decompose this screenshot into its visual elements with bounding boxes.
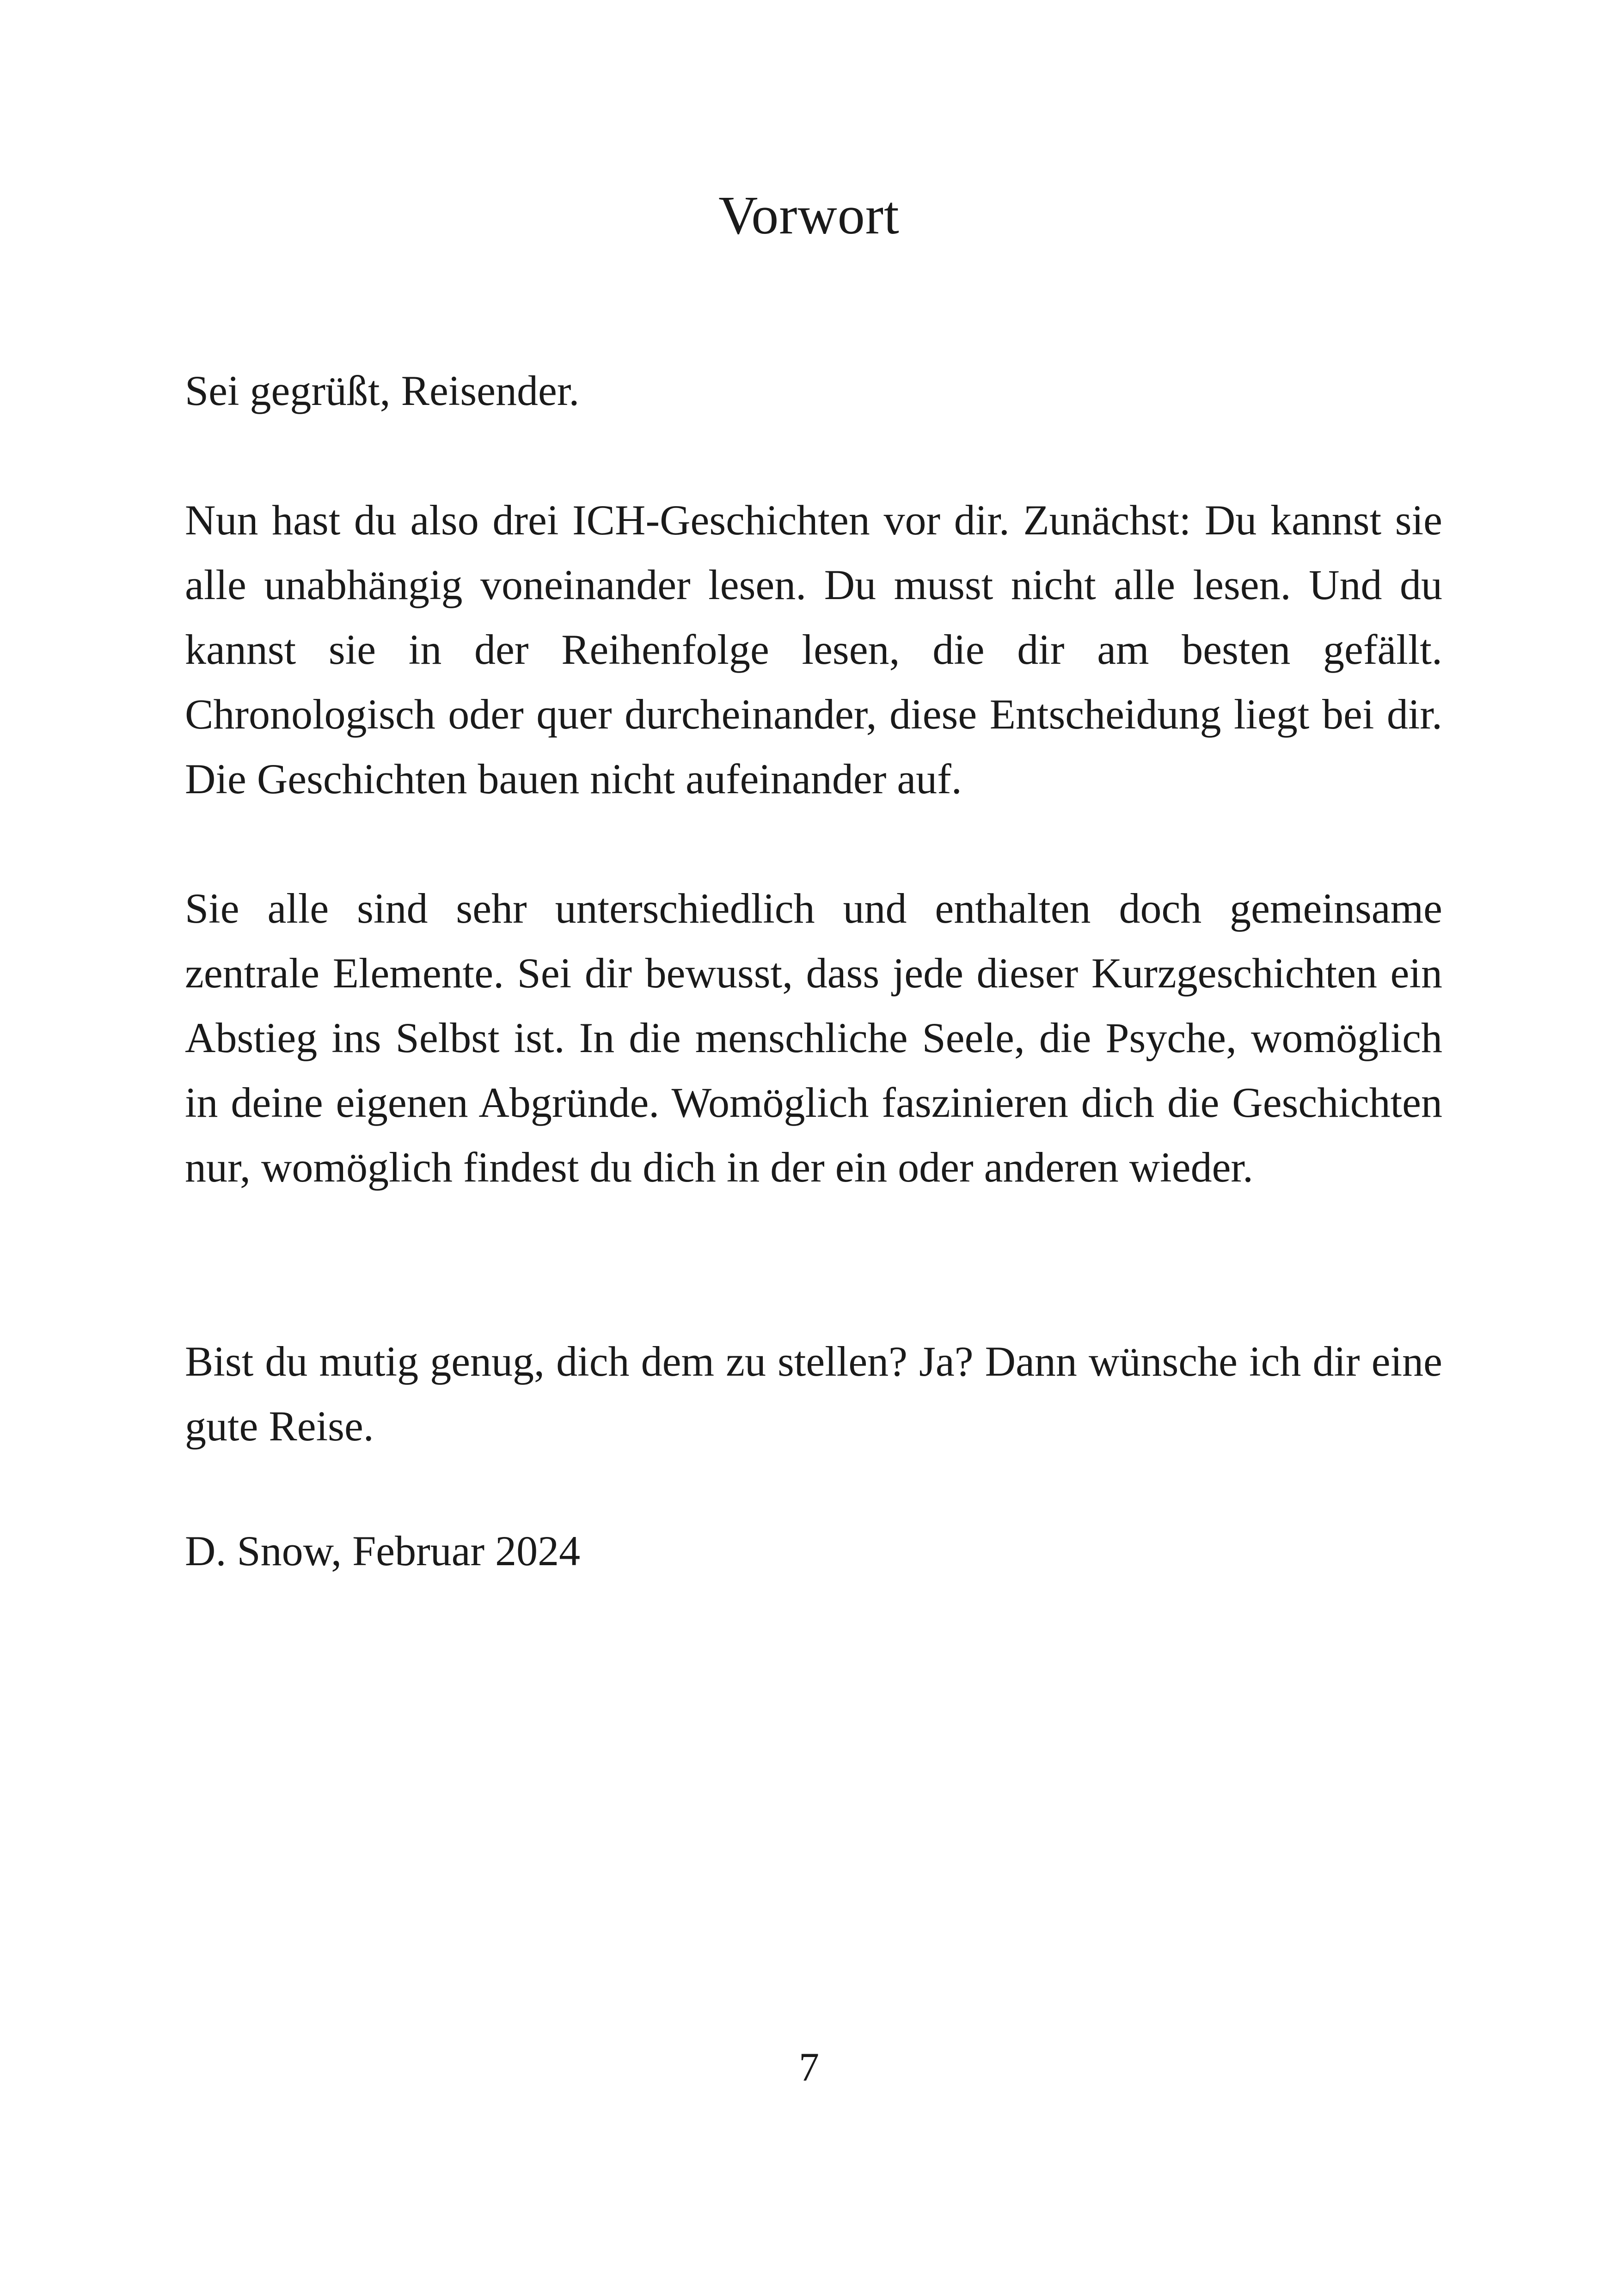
page-title: Vorwort	[718, 185, 900, 245]
paragraph-3: Bist du mutig genug, dich dem zu stellen? Ja? Dann wünsche ich dir eine gute Reise.	[185, 1338, 1442, 1450]
paragraph-1: Nun hast du also drei ICH-Geschichten vor dir. Zunächst: Du kannst sie alle unabhängig voneinander lesen. Du musst nicht alle lesen. Und du kannst sie in der Reihenfolge lesen, die dir am besten gefällt. Chronologisch oder quer durcheinander, diese Entscheidung liegt bei dir. Die Geschichten bauen nicht aufeinander auf.	[185, 496, 1442, 802]
author-signature: D. Snow, Februar 2024	[185, 1527, 581, 1574]
greeting-line: Sei gegrüßt, Reisender.	[185, 367, 580, 414]
paragraph-2: Sie alle sind sehr unterschiedlich und enthalten doch gemeinsame zentrale Elemente. Sei dir bewusst, dass jede dieser Kurzgeschichten ein Abstieg ins Selbst ist. In die menschliche Seele, die Psyche, womöglich in deine eigenen Abgründe. Womöglich faszinieren dich die Geschichten nur, womöglich findest du dich in der ein oder anderen wieder.	[185, 885, 1442, 1191]
page-number: 7	[799, 2045, 819, 2090]
